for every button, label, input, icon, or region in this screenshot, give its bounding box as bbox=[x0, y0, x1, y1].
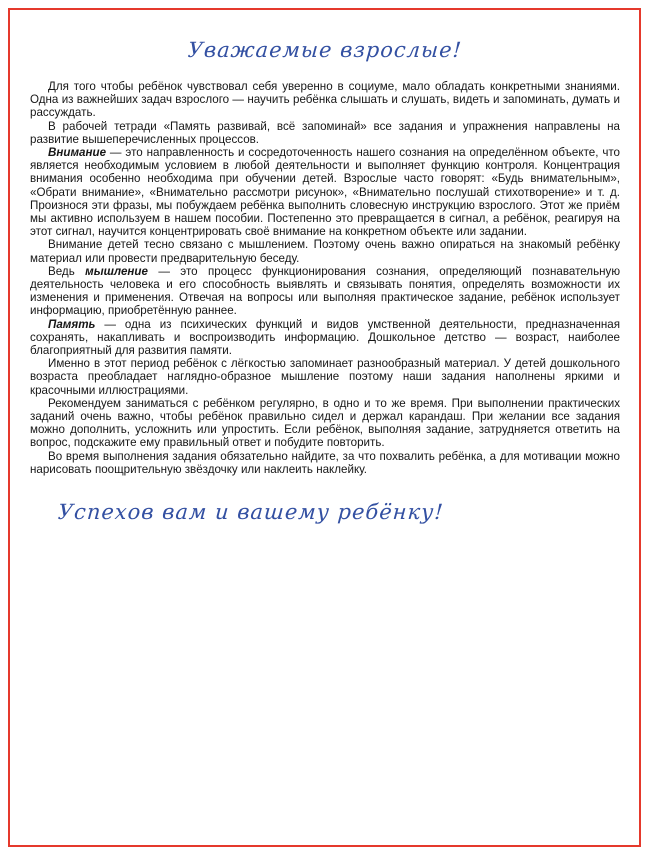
paragraph: Ведь мышление — это процесс функционирования сознания, определяющий познавательную деятельность человека и его способность выявлять и связывать понятия, определять возможности их изменения и применения. Отвечая на вопросы или выполняя практическое задание, ребёнок использует информацию, приобретённую раннее. bbox=[30, 264, 621, 318]
paragraph: Для того чтобы ребёнок чувствовал себя уверенно в социуме, мало обладать конкретными знаниями. Одна из важнейших задач взрослого — научить ребёнка слышать и слушать, видеть и запоминать, думать и рассуждать. bbox=[30, 80, 620, 120]
paragraph: Внимание — это направленность и сосредоточенность нашего сознания на определённом объекте, что является необходимым условием в любой деятельности и выполняет функцию контроля. Концентрация внимания особенно необходима при обучении детей. Взрослые часто говорят: «Будь внимательным», «Обрати внимание», «Внимательно рассмотри рисунок», «Внимательно послушай стихотворение» и т. д. Произнося эти фразы, мы побуждаем ребёнка выполнить словесную инструкцию взрослого. Этот же приём мы активно используем в нашем пособии. Постепенно это превращается в сигнал, а ребёнок, реагируя на этот сигнал, научится концентрировать своё внимание на конкретном объекте или задании. bbox=[30, 146, 620, 239]
page-content bbox=[30, 38, 620, 524]
paragraph: Рекомендуем заниматься с ребёнком регулярно, в одно и то же время. При выполнении практических заданий очень важно, чтобы ребёнок правильно сидел и держал карандаш. При желании все задания можно дополнить, усложнить или упростить. Если ребёнок, выполняя задание, затрудняется ответить на вопрос, подскажите ему правильный ответ и побудите повторить. bbox=[30, 396, 620, 450]
paragraph: Память — одна из психических функций и видов умственной деятельности, предназначенная сохранять, накапливать и воспроизводить информацию. Дошкольное детство — возраст, наиболее благоприятный для развития памяти. bbox=[30, 317, 620, 358]
closing-line: Успехов вам и вашему ребёнку! bbox=[57, 500, 445, 525]
page-heading: Уважаемые взрослые! bbox=[187, 38, 463, 62]
paragraph: Внимание детей тесно связано с мышлением. Поэтому очень важно опираться на знакомый ребёнку материал или провести предварительную беседу. bbox=[30, 238, 620, 265]
paragraph: Именно в этот период ребёнок с лёгкостью запоминает разнообразный материал. У детей дошкольного возраста преобладает наглядно-образное мышление поэтому наши задания наполнены яркими и красочными иллюстрациями. bbox=[30, 357, 620, 397]
paragraph: Во время выполнения задания обязательно найдите, за что похвалить ребёнка, а для мотивации можно нарисовать поощрительную звёздочку или наклеить наклейку. bbox=[30, 449, 620, 476]
paragraph: В рабочей тетради «Память развивай, всё запоминай» все задания и упражнения направлены на развитие вышеперечисленных процессов. bbox=[30, 119, 620, 146]
intro-text bbox=[30, 80, 620, 476]
